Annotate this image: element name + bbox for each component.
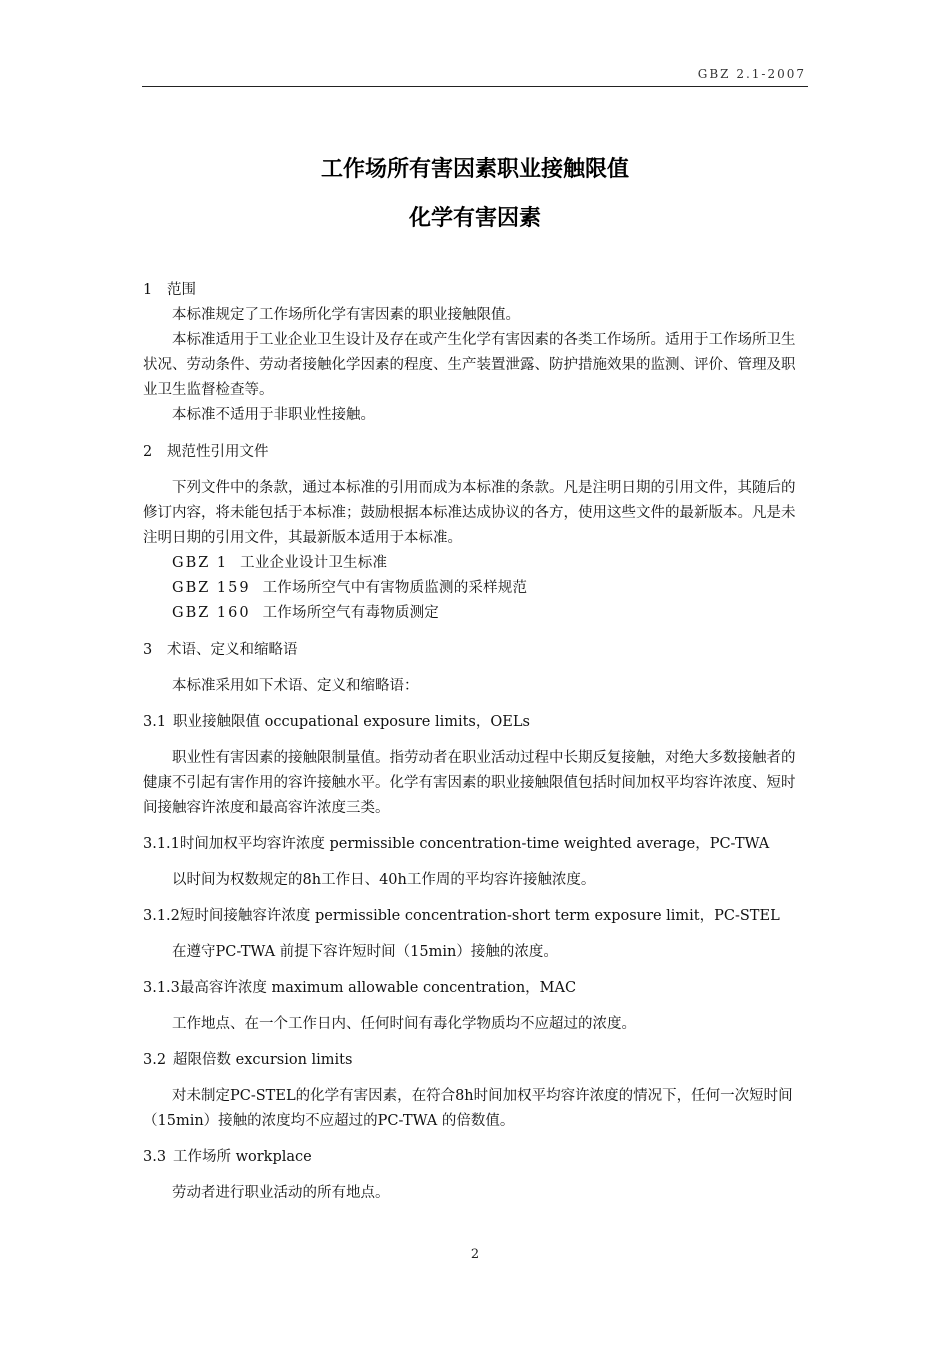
- paragraph: 本标准不适用于非职业性接触。: [172, 407, 375, 423]
- section-3-heading: [143, 638, 808, 663]
- section-3-1-heading: [143, 710, 808, 735]
- section-number: 2: [143, 444, 153, 460]
- reference-title: 工作场所空气中有害物质监测的采样规范: [262, 580, 528, 596]
- section-title: 时间加权平均容许浓度 permissible concentration-time weighted average，PC-TWA: [179, 836, 770, 852]
- section-title: 工作场所 workplace: [173, 1149, 312, 1165]
- section-number: 1: [143, 282, 153, 298]
- paragraph: 本标准采用如下术语、定义和缩略语：: [172, 678, 419, 694]
- paragraph: 工作地点、在一个工作日内、任何时间有毒化学物质均不应超过的浓度。: [172, 1016, 636, 1032]
- standard-code: GBZ 2.1-2007: [697, 67, 806, 81]
- reference-title: 工业企业设计卫生标准: [240, 555, 388, 571]
- section-number: 3.1.1: [143, 836, 180, 852]
- paragraph: 下列文件中的条款，通过本标准的引用而成为本标准的条款。凡是注明日期的引用文件，其随后的修订内容，将未能包括于本标准；鼓励根据本标准达成协议的各方，使用这些文件的最新版本。凡是未注明日期的引用文件，其最新版本适用于本标准。: [143, 480, 796, 546]
- paragraph: 本标准规定了工作场所化学有害因素的职业接触限值。: [172, 307, 520, 323]
- paragraph: 本标准适用于工业企业卫生设计及存在或产生化学有害因素的各类工作场所。适用于工作场所卫生状况、劳动条件、劳动者接触化学因素的程度、生产装置泄露、防护措施效果的监测、评价、管理及职业卫生监督检查等。: [143, 332, 796, 398]
- document-subtitle: 化学有害因素: [408, 206, 541, 231]
- section-title: 短时间接触容许浓度 permissible concentration-short term exposure limit，PC-STEL: [179, 908, 780, 924]
- section-title: 规范性引用文件: [167, 444, 269, 460]
- section-3-3-heading: [143, 1145, 808, 1170]
- section-number: 3.3: [143, 1149, 167, 1165]
- section-title: 超限倍数 excursion limits: [173, 1052, 353, 1068]
- section-3-1-3-heading: [143, 976, 808, 1001]
- section-title: 最高容许浓度 maximum allowable concentration，MAC: [179, 980, 577, 996]
- paragraph: 对未制定PC-STEL的化学有害因素，在符合8h时间加权平均容许浓度的情况下，任何一次短时间（15min）接触的浓度均不应超过的PC-TWA 的倍数值。: [143, 1088, 793, 1129]
- section-3-1-1-heading: [143, 832, 808, 857]
- paragraph: 劳动者进行职业活动的所有地点。: [172, 1185, 390, 1201]
- paragraph: 职业性有害因素的接触限制量值。指劳动者在职业活动过程中长期反复接触，对绝大多数接触者的健康不引起有害作用的容许接触水平。化学有害因素的职业接触限值包括时间加权平均容许浓度、短时间接触容许浓度和最高容许浓度三类。: [143, 750, 796, 816]
- reference-code: GBZ 160: [172, 605, 251, 621]
- section-title: 范围: [167, 282, 196, 298]
- reference-item: [143, 551, 808, 576]
- reference-code: GBZ 159: [172, 580, 251, 596]
- reference-code: GBZ 1: [172, 555, 229, 571]
- page-number: 2: [470, 1247, 480, 1262]
- reference-item: [143, 601, 808, 626]
- paragraph: 以时间为权数规定的8h工作日、40h工作周的平均容许接触浓度。: [172, 872, 596, 888]
- reference-title: 工作场所空气有毒物质测定: [262, 605, 440, 621]
- section-title: 术语、定义和缩略语: [167, 642, 298, 658]
- document-title: 工作场所有害因素职业接触限值: [320, 157, 629, 182]
- document-body: [143, 278, 808, 1206]
- section-number: 3: [143, 642, 153, 658]
- section-number: 3.1.3: [143, 980, 180, 996]
- section-title: 职业接触限值 occupational exposure limits，OELs: [173, 714, 530, 730]
- section-1-heading: [143, 278, 808, 303]
- section-3-2-heading: [143, 1048, 808, 1073]
- section-number: 3.1.2: [143, 908, 180, 924]
- section-number: 3.2: [143, 1052, 167, 1068]
- section-2-heading: [143, 440, 808, 465]
- section-3-1-2-heading: [143, 904, 808, 929]
- page-header: [142, 66, 808, 87]
- reference-item: [143, 576, 808, 601]
- paragraph: 在遵守PC-TWA 前提下容许短时间（15min）接触的浓度。: [172, 944, 558, 960]
- section-number: 3.1: [143, 714, 167, 730]
